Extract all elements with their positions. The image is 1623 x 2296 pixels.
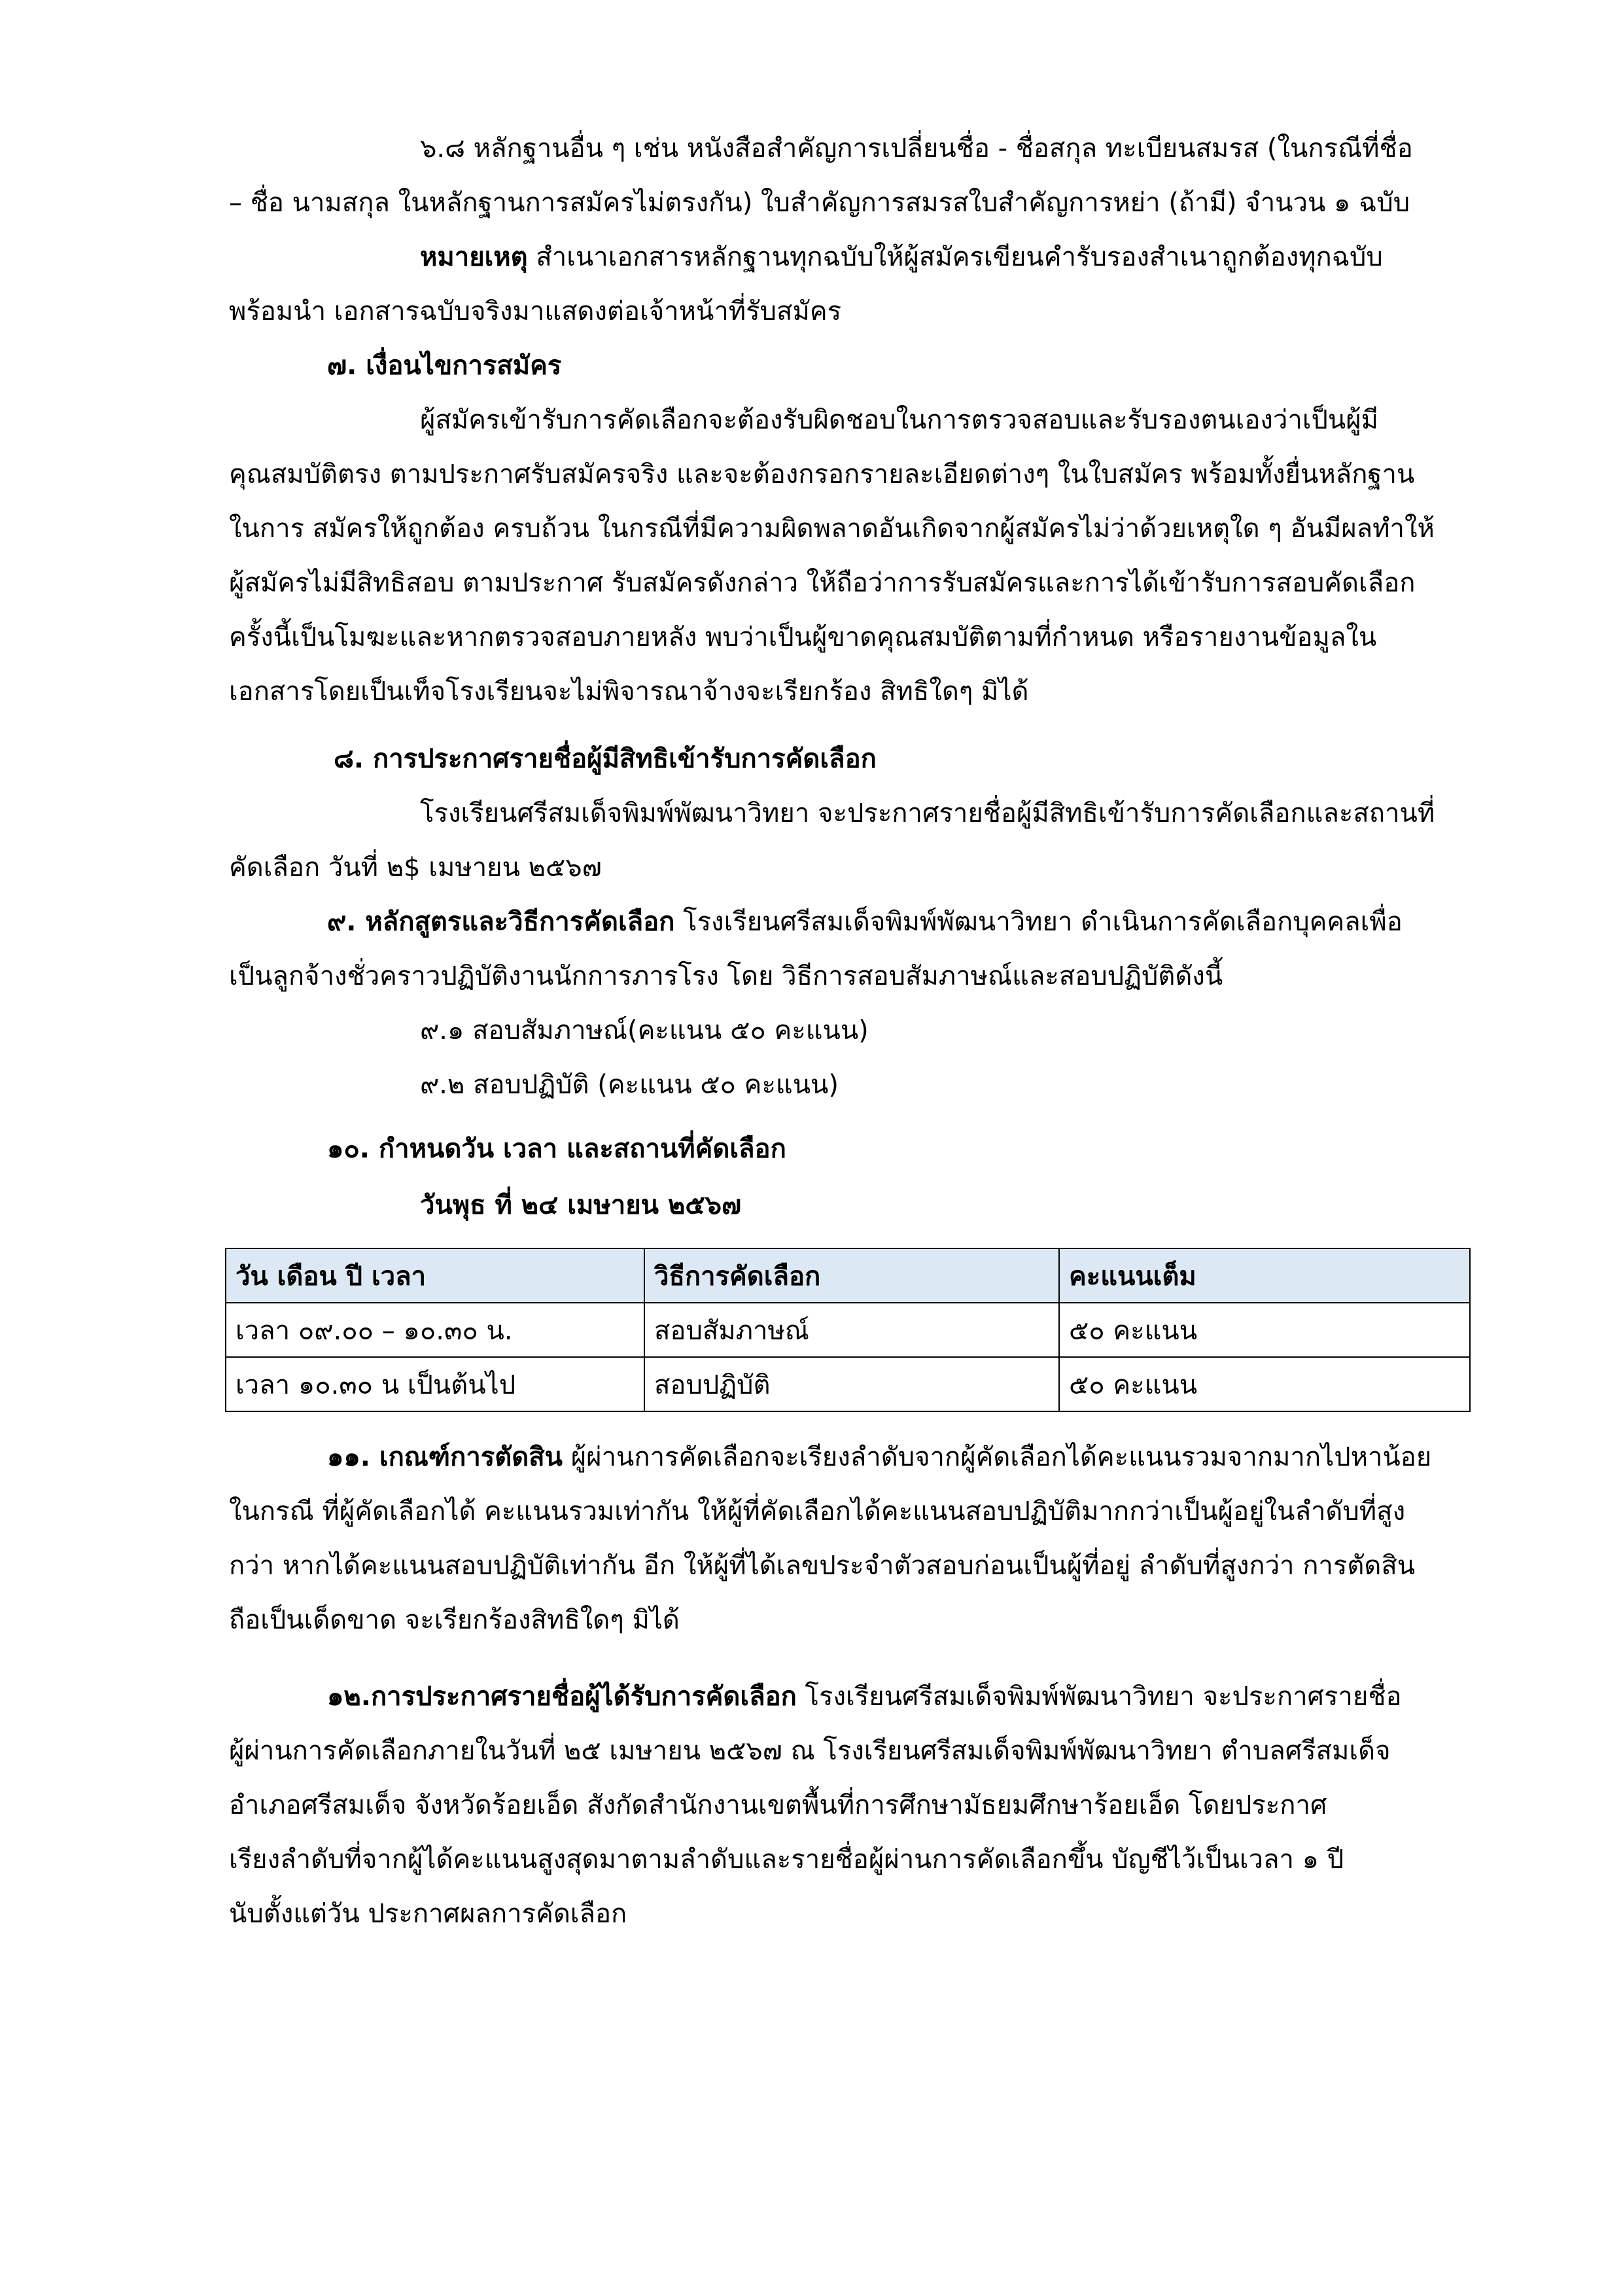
column-header-full-score: คะแนนเต็ม bbox=[1059, 1248, 1470, 1303]
section-12-text: โรงเรียนศรีสมเด็จพิมพ์พัฒนาวิทยา จะประกาศรายชื่อ bbox=[796, 1682, 1402, 1712]
section-8-line: คัดเลือก วันที่ ๒$ เมษายน ๒๕๖๗ bbox=[229, 853, 602, 883]
section-12-line: อำเภอศรีสมเด็จ จังหวัดร้อยเอ็ด สังกัดสำนักงานเขตพื้นที่การศึกษามัธยมศึกษาร้อยเอ็ด โดยประกาศ bbox=[229, 1790, 1327, 1820]
section-7-line: เอกสารโดยเป็นเท็จโรงเรียนจะไม่พิจารณาจ้างจะเรียกร้อง สิทธิใดๆ มิได้ bbox=[229, 677, 1029, 707]
note-text: สำเนาเอกสารหลักฐานทุกฉบับให้ผู้สมัครเขียนคำรับรองสำเนาถูกต้องทุกฉบับ bbox=[527, 242, 1383, 272]
note-label: หมายเหตุ bbox=[420, 242, 528, 272]
section-11-line: กว่า หากได้คะแนนสอบปฏิบัติเท่ากัน อีก ให้ผู้ที่ได้เลขประจำตัวสอบก่อนเป็นผู้ที่อยู่ ลำดับที่สูงกว่า การตัดสิน bbox=[229, 1551, 1416, 1581]
table-row bbox=[226, 1357, 1470, 1411]
section-7-line: ผู้สมัครเข้ารับการคัดเลือกจะต้องรับผิดชอบในการตรวจสอบและรับรองตนเองว่าเป็นผู้มี bbox=[420, 405, 1379, 435]
section-9-text: โรงเรียนศรีสมเด็จพิมพ์พัฒนาวิทยา ดำเนินการคัดเลือกบุคคลเพื่อ bbox=[674, 907, 1403, 937]
section-11-heading: ๑๑. เกณฑ์การตัดสิน bbox=[327, 1442, 563, 1472]
section-12-line: เรียงลำดับที่จากผู้ได้คะแนนสูงสุดมาตามลำดับและรายชื่อผู้ผ่านการคัดเลือกขึ้น บัญชีไว้เป็นเวลา ๑ ปี bbox=[229, 1845, 1344, 1875]
section-7-line: ในการ สมัครให้ถูกต้อง ครบถ้วน ในกรณีที่มีความผิดพลาดอันเกิดจากผู้สมัครไม่ว่าด้วยเหตุใด ๆ อันมีผลทำให้ bbox=[229, 514, 1435, 544]
section-11-line: ถือเป็นเด็ดขาด จะเรียกร้องสิทธิใดๆ มิได้ bbox=[229, 1605, 680, 1635]
item-9-1: ๙.๑ สอบสัมภาษณ์(คะแนน ๕๐ คะแนน) bbox=[420, 1016, 869, 1046]
cell-full-score: ๕๐ คะแนน bbox=[1059, 1357, 1470, 1411]
table-row bbox=[226, 1303, 1470, 1357]
section-11-line: ในกรณี ที่ผู้คัดเลือกได้ คะแนนรวมเท่ากัน ให้ผู้ที่คัดเลือกได้คะแนนสอบปฏิบัติมากกว่าเป็นผู้อยู่ในลำดับที่สูง bbox=[229, 1496, 1406, 1527]
cell-method: สอบสัมภาษณ์ bbox=[644, 1303, 1059, 1357]
section-9-line-2: เป็นลูกจ้างชั่วคราวปฏิบัติงานนักการภารโรง โดย วิธีการสอบสัมภาษณ์และสอบปฏิบัติดังนี้ bbox=[229, 961, 1223, 991]
section-12-line: นับตั้งแต่วัน ประกาศผลการคัดเลือก bbox=[229, 1899, 627, 1929]
schedule-table bbox=[225, 1248, 1471, 1412]
section-11-line-1 bbox=[327, 1444, 1431, 1470]
section-7-line: ครั้งนี้เป็นโมฆะและหากตรวจสอบภายหลัง พบว่าเป็นผู้ขาดคุณสมบัติตามที่กำหนด หรือรายงานข้อมูลใน bbox=[229, 622, 1377, 652]
item-6-8-line-1: ๖.๘ หลักฐานอื่น ๆ เช่น หนังสือสำคัญการเปลี่ยนชื่อ - ชื่อสกุล ทะเบียนสมรส (ในกรณีที่ชื่อ bbox=[420, 133, 1413, 164]
item-9-2: ๙.๒ สอบปฏิบัติ (คะแนน ๕๐ คะแนน) bbox=[420, 1070, 839, 1100]
section-11-text: ผู้ผ่านการคัดเลือกจะเรียงลำดับจากผู้คัดเลือกได้คะแนนรวมจากมากไปหาน้อย bbox=[562, 1442, 1432, 1472]
column-header-datetime: วัน เดือน ปี เวลา bbox=[226, 1248, 644, 1303]
section-8-heading: ๘. การประกาศรายชื่อผู้มีสิทธิเข้ารับการคัดเลือก bbox=[334, 744, 877, 774]
section-8-line: โรงเรียนศรีสมเด็จพิมพ์พัฒนาวิทยา จะประกาศรายชื่อผู้มีสิทธิเข้ารับการคัดเลือกและสถานที่ bbox=[420, 798, 1435, 828]
section-12-line-1 bbox=[327, 1684, 1402, 1710]
note-line-2: พร้อมนำ เอกสารฉบับจริงมาแสดงต่อเจ้าหน้าที่รับสมัคร bbox=[229, 296, 842, 327]
section-7-line: ผู้สมัครไม่มีสิทธิสอบ ตามประกาศ รับสมัครดังกล่าว ให้ถือว่าการรับสมัครและการได้เข้ารับการสอบคัดเลือก bbox=[229, 568, 1416, 598]
section-7-heading: ๗. เงื่อนไขการสมัคร bbox=[327, 351, 562, 381]
section-12-line: ผู้ผ่านการคัดเลือกภายในวันที่ ๒๕ เมษายน ๒๕๖๗ ณ โรงเรียนศรีสมเด็จพิมพ์พัฒนาวิทยา ตำบลศรีสมเด็จ bbox=[229, 1736, 1391, 1766]
item-6-8-line-2: – ชื่อ นามสกุล ในหลักฐานการสมัครไม่ตรงกัน) ใบสำคัญการสมรสใบสำคัญการหย่า (ถ้ามี) จำนวน ๑ ฉบับ bbox=[229, 188, 1410, 218]
cell-datetime: เวลา ๑๐.๓๐ น เป็นต้นไป bbox=[226, 1357, 644, 1411]
cell-datetime: เวลา ๐๙.๐๐ – ๑๐.๓๐ น. bbox=[226, 1303, 644, 1357]
column-header-method: วิธีการคัดเลือก bbox=[644, 1248, 1059, 1303]
table-header-row bbox=[226, 1248, 1470, 1303]
schedule-date: วันพุธ ที่ ๒๔ เมษายน ๒๕๖๗ bbox=[420, 1190, 742, 1220]
note-line-1 bbox=[420, 244, 1383, 270]
section-10-heading: ๑๐. กำหนดวัน เวลา และสถานที่คัดเลือก bbox=[327, 1134, 786, 1164]
section-7-line: คุณสมบัติตรง ตามประกาศรับสมัครจริง และจะต้องกรอกรายละเอียดต่างๆ ในใบสมัคร พร้อมทั้งยื่นหลักฐาน bbox=[229, 459, 1415, 489]
section-9-line-1 bbox=[327, 909, 1403, 935]
section-12-heading: ๑๒.การประกาศรายชื่อผู้ได้รับการคัดเลือก bbox=[327, 1682, 797, 1712]
section-9-heading: ๙. หลักสูตรและวิธีการคัดเลือก bbox=[327, 907, 675, 937]
cell-method: สอบปฏิบัติ bbox=[644, 1357, 1059, 1411]
cell-full-score: ๕๐ คะแนน bbox=[1059, 1303, 1470, 1357]
